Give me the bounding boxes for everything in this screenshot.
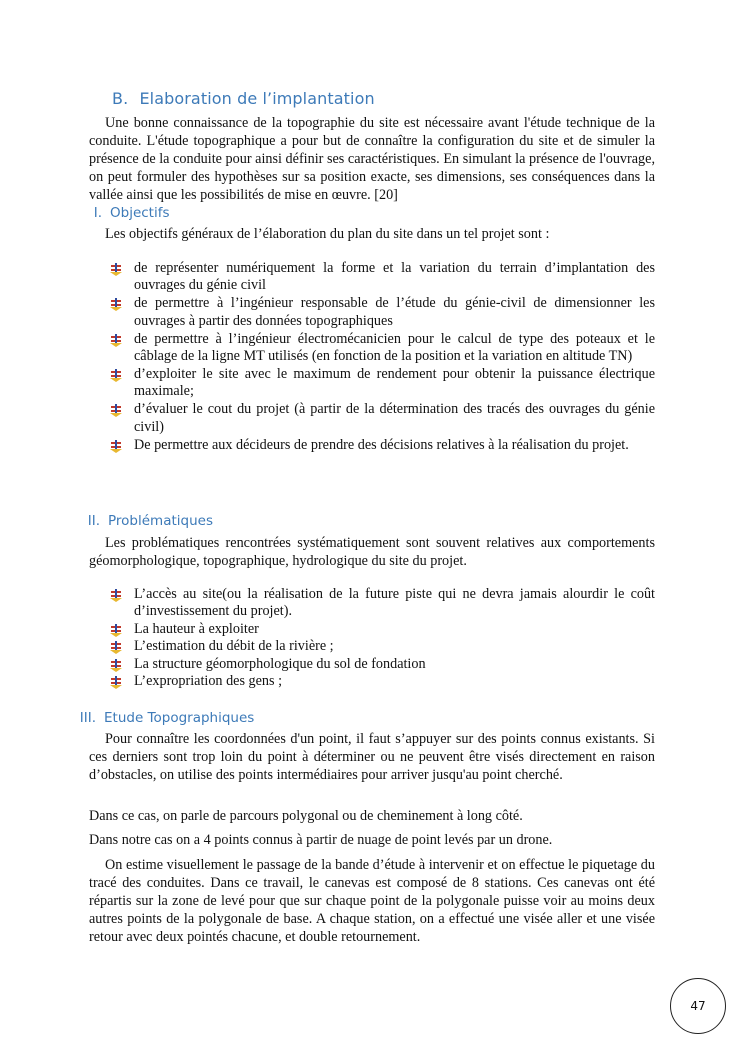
- arrow-bullet-icon: [110, 439, 124, 453]
- section-heading-b: [112, 89, 375, 108]
- arrow-bullet-icon: [110, 333, 124, 347]
- objectifs-lead: Les objectifs généraux de l’élaboration du plan du site dans un tel projet sont :: [105, 226, 550, 242]
- arrow-bullet-icon: [110, 368, 124, 382]
- section-number: B.: [112, 89, 129, 108]
- subsection-numeral: I.: [93, 205, 102, 221]
- list-item: de permettre à l’ingénieur responsable de l’étude du génie-civil de dimensionner les ouvrages à partir des données topographiques: [110, 295, 655, 330]
- page-number: 47: [670, 978, 726, 1034]
- list-item: La structure géomorphologique du sol de fondation: [110, 656, 655, 673]
- problematiques-list: [110, 586, 655, 690]
- subsection-heading-problematiques: [70, 513, 213, 529]
- arrow-bullet-icon: [110, 403, 124, 417]
- topographiques-paragraph-3: Dans notre cas on a 4 points connus à partir de nuage de point levés par un drone.: [89, 832, 553, 848]
- subsection-title: Etude Topographiques: [104, 710, 255, 726]
- list-item: L’accès au site(ou la réalisation de la future piste qui ne devra jamais alourdir le coût d’investissement du projet).: [110, 586, 655, 621]
- section-title: Elaboration de l’implantation: [139, 89, 375, 108]
- list-item: L’estimation du débit de la rivière ;: [110, 638, 655, 655]
- list-item: L’expropriation des gens ;: [110, 673, 655, 690]
- arrow-bullet-icon: [110, 588, 124, 602]
- list-item: de représenter numériquement la forme et la variation du terrain d’implantation des ouvrages du génie civil: [110, 260, 655, 295]
- subsection-heading-topographiques: [66, 710, 254, 726]
- subsection-numeral: II.: [87, 513, 100, 529]
- arrow-bullet-icon: [110, 675, 124, 689]
- problematiques-lead: Les problématiques rencontrées systématiquement sont souvent relatives aux comportements géomorphologique, topographique, hydrologique du site du projet.: [89, 535, 655, 569]
- subsection-numeral: III.: [79, 710, 96, 726]
- topographiques-paragraph-2: Dans ce cas, on parle de parcours polygonal ou de cheminement à long côté.: [89, 808, 523, 824]
- list-item: d’évaluer le cout du projet (à partir de la détermination des tracés des ouvrages du génie civil): [110, 401, 655, 436]
- topographiques-paragraph-4: On estime visuellement le passage de la bande d’étude à intervenir et on effectue le piquetage du tracé des conduites. Dans ce travail, le canevas est composé de 8 stations. Ces canevas ont été répartis sur la zone de levé pour que sur chaque point de la polygonale puisse voir au moins deux autres points de la polygonale de base. A chaque station, on a effectué une visée aller et une visée retour avec deux pointés chacune, et double retournement.: [89, 857, 655, 945]
- list-item: d’exploiter le site avec le maximum de rendement pour obtenir la puissance électrique maximale;: [110, 366, 655, 401]
- arrow-bullet-icon: [110, 297, 124, 311]
- list-item: De permettre aux décideurs de prendre des décisions relatives à la réalisation du projet.: [110, 437, 655, 454]
- objectifs-list: [110, 260, 655, 454]
- arrow-bullet-icon: [110, 262, 124, 276]
- arrow-bullet-icon: [110, 658, 124, 672]
- arrow-bullet-icon: [110, 640, 124, 654]
- arrow-bullet-icon: [110, 623, 124, 637]
- subsection-heading-objectifs: [72, 205, 170, 221]
- intro-paragraph: Une bonne connaissance de la topographie du site est nécessaire avant l'étude technique de la conduite. L'étude topographique a pour but de connaître la configuration du site et de simuler la présence de la conduite pour ainsi définir ses caractéristiques. En simulant la présence de l'ouvrage, on peut formuler des hypothèses sur sa position exacte, ses dimensions, ses conséquences dans la vallée ainsi que les possibilités de mise en œuvre. [20]: [89, 115, 655, 203]
- subsection-title: Problématiques: [108, 513, 213, 529]
- topographiques-paragraph-1: Pour connaître les coordonnées d'un point, il faut s’appuyer sur des points connus existants. Si ces derniers sont trop loin du point à déterminer ou ne peuvent être visés directement en raison d’obstacles, on utilise des points intermédiaires pour arriver jusqu'au point cherché.: [89, 731, 655, 783]
- list-item: La hauteur à exploiter: [110, 621, 655, 638]
- list-item: de permettre à l’ingénieur électromécanicien pour le calcul de type des poteaux et le câblage de la ligne MT utilisés (en fonction de la position et la variation en altitude TN): [110, 331, 655, 366]
- subsection-title: Objectifs: [110, 205, 170, 221]
